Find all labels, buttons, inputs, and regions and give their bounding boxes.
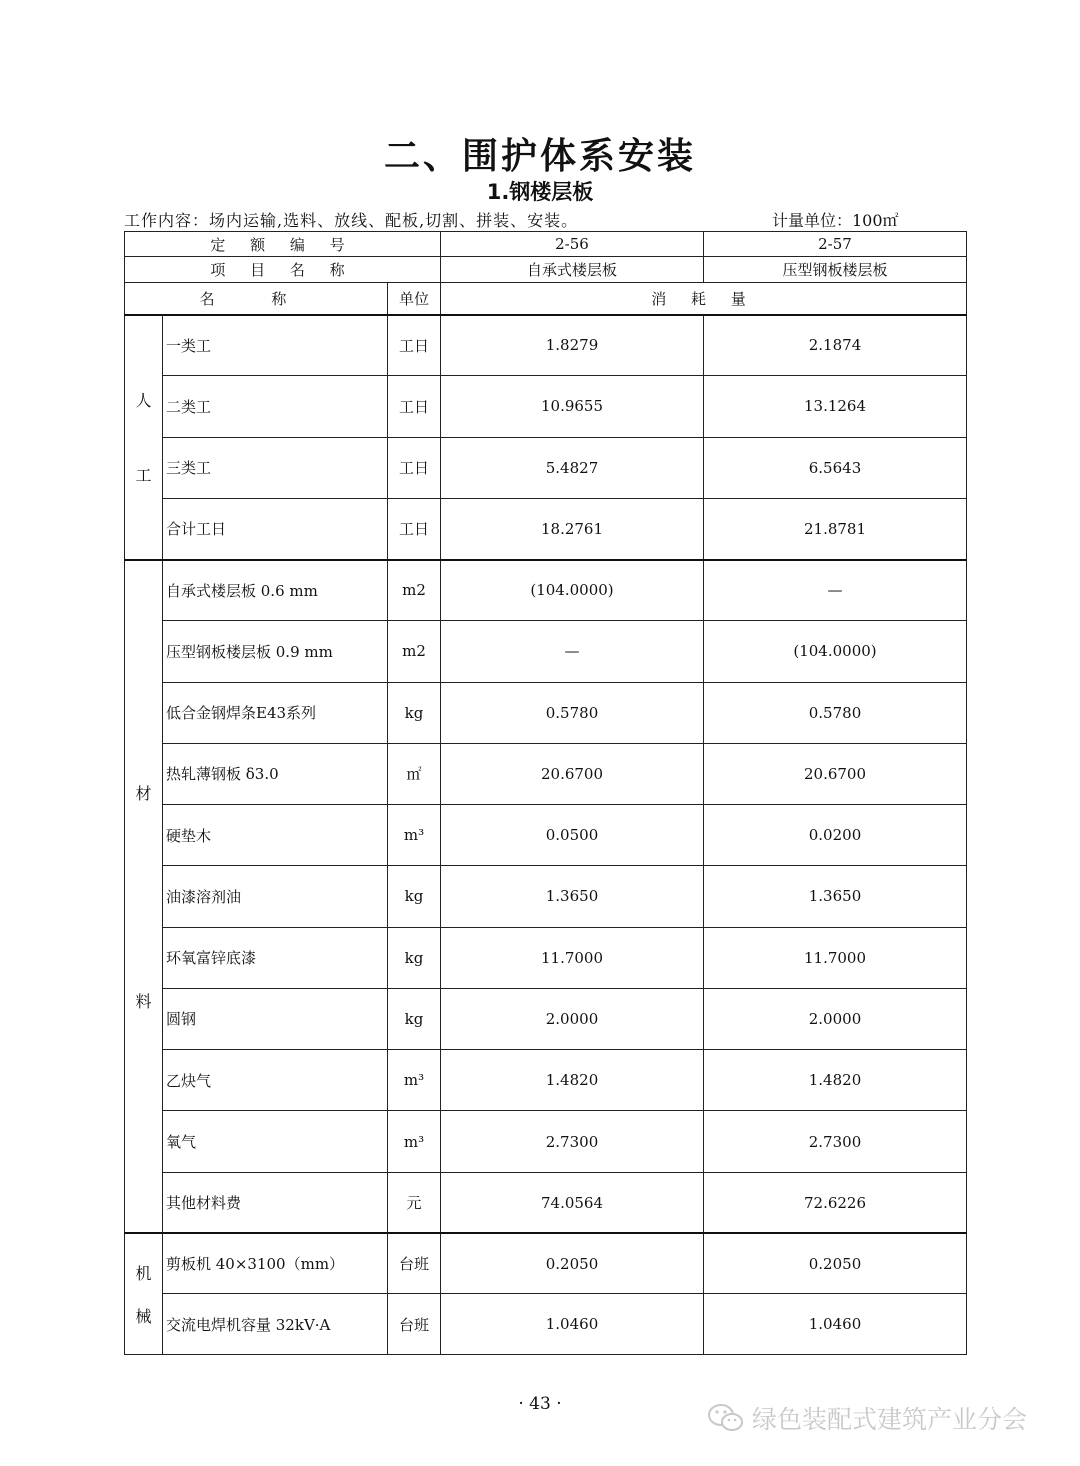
consumption-2-56: 5.4827 <box>441 437 704 498</box>
consumption-2-56: 1.8279 <box>441 315 704 376</box>
resource-unit: m³ <box>388 805 441 866</box>
consumption-2-56: 18.2761 <box>441 498 704 559</box>
consumption-2-56: 0.5780 <box>441 682 704 743</box>
category-cell <box>125 1233 163 1354</box>
consumption-2-57: 11.7000 <box>704 927 967 988</box>
resource-name: 合计工日 <box>163 498 388 559</box>
table-row <box>125 1172 967 1233</box>
consumption-2-57: 0.2050 <box>704 1233 967 1294</box>
resource-name: 氧气 <box>163 1111 388 1172</box>
consumption-2-56: 0.0500 <box>441 805 704 866</box>
watermark-text: 绿色装配式建筑产业分会 <box>752 1405 1028 1434</box>
work-content: 工作内容：场内运输,选料、放线、配板,切割、拼装、安装。 <box>124 211 579 230</box>
table-row <box>125 866 967 927</box>
consumption-2-56: 10.9655 <box>441 376 704 437</box>
table-row <box>125 988 967 1049</box>
resource-unit: m³ <box>388 1050 441 1111</box>
resource-unit: 工日 <box>388 315 441 376</box>
table-row <box>125 1233 967 1294</box>
consumption-2-56: (104.0000) <box>441 560 704 621</box>
table-row <box>125 682 967 743</box>
category-char: 材 <box>135 783 152 803</box>
measure-unit: 计量单位：100㎡ <box>772 211 899 230</box>
resource-unit: kg <box>388 682 441 743</box>
table-row <box>125 560 967 621</box>
resource-unit: kg <box>388 988 441 1049</box>
quota-code-2: 2-57 <box>704 232 967 257</box>
resource-unit: 台班 <box>388 1294 441 1355</box>
category-char: 机 <box>135 1264 152 1284</box>
resource-name: 乙炔气 <box>163 1050 388 1111</box>
table-row <box>125 927 967 988</box>
table-row <box>125 498 967 559</box>
page-number: · 43 · <box>518 1394 562 1414</box>
quota-code-label: 定 额 编 号 <box>125 232 441 257</box>
resource-name: 剪板机 40×3100（mm） <box>163 1233 388 1294</box>
consumption-2-57: 1.3650 <box>704 866 967 927</box>
resource-name: 环氧富锌底漆 <box>163 927 388 988</box>
consumption-2-56: 20.6700 <box>441 743 704 804</box>
consumption-2-57: 13.1264 <box>704 376 967 437</box>
resource-unit: m2 <box>388 560 441 621</box>
consumption-2-57: 2.7300 <box>704 1111 967 1172</box>
category-char: 料 <box>135 991 152 1011</box>
table-row <box>125 805 967 866</box>
item-name-2: 压型钢板楼层板 <box>704 257 967 283</box>
consumption-2-56: 1.3650 <box>441 866 704 927</box>
consumption-2-56: 74.0564 <box>441 1172 704 1233</box>
category-char: 人 <box>135 391 152 410</box>
consumption-2-56: — <box>441 621 704 682</box>
table-row <box>125 1294 967 1355</box>
resource-name: 低合金钢焊条E43系列 <box>163 682 388 743</box>
resource-unit: m2 <box>388 621 441 682</box>
consumption-2-56: 2.7300 <box>441 1111 704 1172</box>
category-cell <box>125 315 163 560</box>
quota-code-row <box>125 232 967 257</box>
resource-unit: kg <box>388 866 441 927</box>
resource-unit: m³ <box>388 1111 441 1172</box>
consumption-2-56: 2.0000 <box>441 988 704 1049</box>
consumption-2-57: 1.0460 <box>704 1294 967 1355</box>
resource-name: 圆钢 <box>163 988 388 1049</box>
category-char: 工 <box>135 466 152 485</box>
sub-title: 1.钢楼层板 <box>486 180 594 204</box>
resource-name: 一类工 <box>163 315 388 376</box>
name-header: 名 称 <box>125 283 388 315</box>
consumption-2-57: 6.5643 <box>704 437 967 498</box>
table-row <box>125 743 967 804</box>
resource-unit: 台班 <box>388 1233 441 1294</box>
consumption-2-57: 0.5780 <box>704 682 967 743</box>
resource-unit: 工日 <box>388 437 441 498</box>
consumption-2-57: 2.0000 <box>704 988 967 1049</box>
table-row <box>125 1111 967 1172</box>
consumption-2-57: 20.6700 <box>704 743 967 804</box>
item-name-label: 项 目 名 称 <box>125 257 441 283</box>
resource-name: 压型钢板楼层板 0.9 mm <box>163 621 388 682</box>
resource-unit: ㎡ <box>388 743 441 804</box>
resource-unit: 工日 <box>388 498 441 559</box>
main-title: 二、围护体系安装 <box>383 136 696 177</box>
item-name-row <box>125 257 967 283</box>
consumption-2-57: (104.0000) <box>704 621 967 682</box>
item-name-1: 自承式楼层板 <box>441 257 704 283</box>
consumption-2-56: 11.7000 <box>441 927 704 988</box>
consumption-header: 消 耗 量 <box>441 283 967 315</box>
resource-unit: 元 <box>388 1172 441 1233</box>
table-row <box>125 1050 967 1111</box>
resource-unit: 工日 <box>388 376 441 437</box>
table-row <box>125 376 967 437</box>
table-row <box>125 437 967 498</box>
consumption-2-57: 21.8781 <box>704 498 967 559</box>
resource-name: 硬垫木 <box>163 805 388 866</box>
quota-code-1: 2-56 <box>441 232 704 257</box>
table-row <box>125 621 967 682</box>
category-cell <box>125 560 163 1234</box>
consumption-2-57: 72.6226 <box>704 1172 967 1233</box>
quota-table <box>124 231 967 1355</box>
unit-header: 单位 <box>388 283 441 315</box>
consumption-2-57: — <box>704 560 967 621</box>
resource-name: 三类工 <box>163 437 388 498</box>
consumption-2-56: 0.2050 <box>441 1233 704 1294</box>
wechat-icon <box>706 1401 746 1435</box>
resource-name: 热轧薄钢板 δ3.0 <box>163 743 388 804</box>
watermark <box>706 1398 1027 1438</box>
consumption-2-57: 0.0200 <box>704 805 967 866</box>
consumption-2-57: 1.4820 <box>704 1050 967 1111</box>
resource-name: 其他材料费 <box>163 1172 388 1233</box>
category-char: 械 <box>135 1307 152 1327</box>
column-header-row <box>125 283 967 315</box>
resource-name: 自承式楼层板 0.6 mm <box>163 560 388 621</box>
consumption-2-56: 1.4820 <box>441 1050 704 1111</box>
consumption-2-56: 1.0460 <box>441 1294 704 1355</box>
resource-name: 油漆溶剂油 <box>163 866 388 927</box>
resource-name: 交流电焊机容量 32kV·A <box>163 1294 388 1355</box>
consumption-2-57: 2.1874 <box>704 315 967 376</box>
resource-unit: kg <box>388 927 441 988</box>
table-row <box>125 315 967 376</box>
resource-name: 二类工 <box>163 376 388 437</box>
